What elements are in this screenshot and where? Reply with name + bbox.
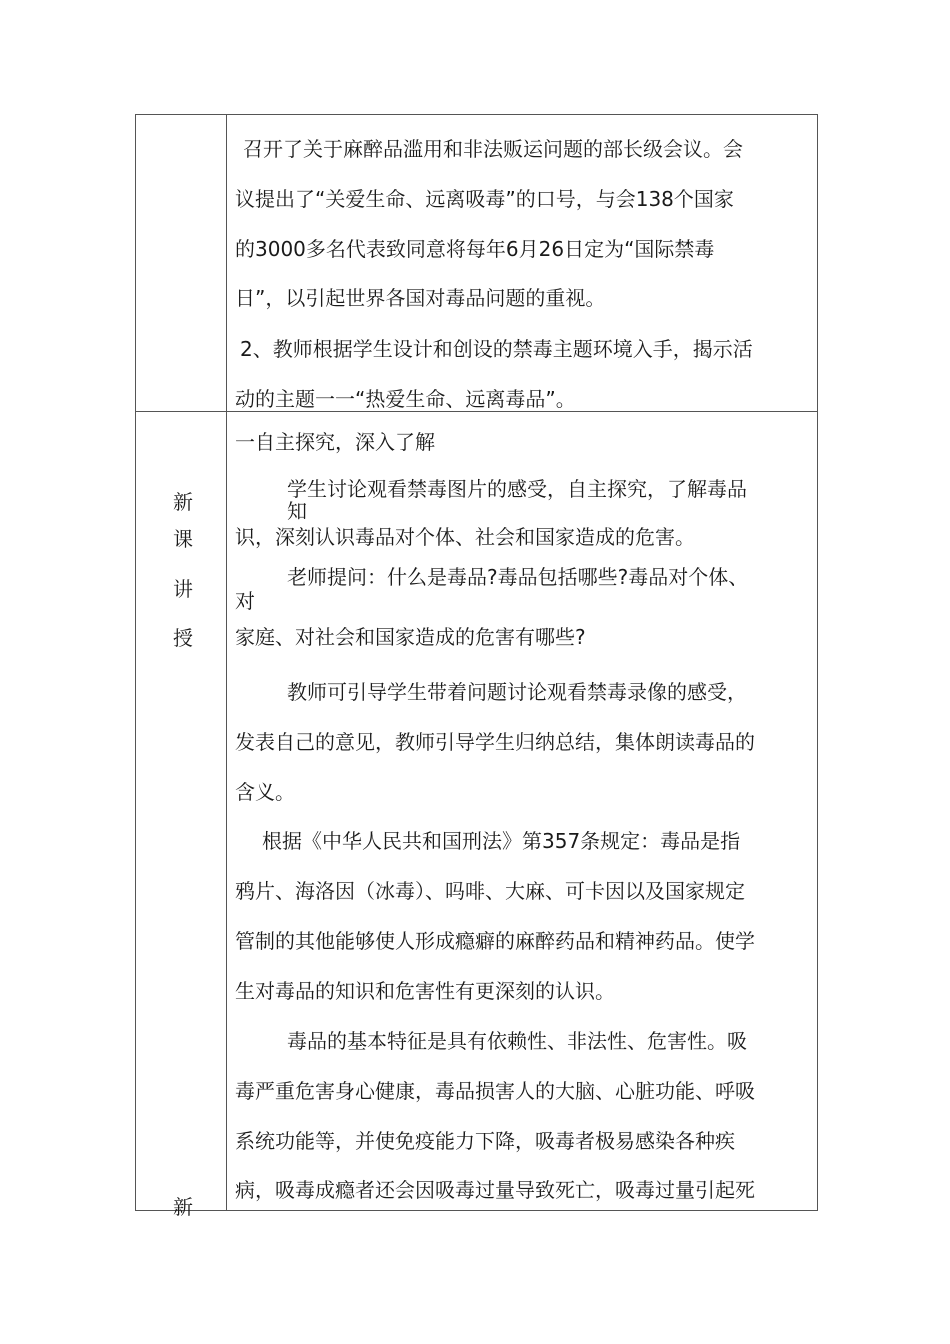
lesson-plan-table [135,114,818,1219]
text-line: 议提出了“关爱生命、远离吸毒”的口号，与会138个国家 [235,187,734,211]
section-label-char: 课 [173,527,193,551]
text-line: 召开了关于麻醉品滥用和非法贩运问题的部长级会议。会 [243,137,743,161]
text-line: 动的主题一一“热爱生命、远离毒品”。 [235,387,576,411]
text-line-cut-content: 知 [287,499,307,523]
text-line: 含义。 [235,780,295,804]
section-label-char: 讲 [173,577,193,601]
text-line: 日”，以引起世界各国对毒品问题的重视。 [235,286,606,310]
text-line: 系统功能等，并使免疫能力下降，吸毒者极易感染各种疾 [235,1129,735,1153]
section-label-char-bottom: 新 [173,1195,193,1219]
section-label-char: 新 [173,490,193,514]
text-line: 发表自己的意见，教师引导学生归纳总结，集体朗读毒品的 [235,730,755,754]
text-line: 根据《中华人民共和国刑法》第357条规定：毒品是指 [262,829,741,853]
text-line: 识，深刻认识毒品对个体、社会和国家造成的危害。 [235,525,695,549]
column-divider [226,115,227,1210]
text-line: 教师可引导学生带着问题讨论观看禁毒录像的感受， [287,680,747,704]
text-line: 毒品的基本特征是具有依赖性、非法性、危害性。吸 [287,1029,747,1053]
text-line: 2、教师根据学生设计和创设的禁毒主题环境入手，揭示活 [240,337,753,361]
text-line-cut [287,499,317,523]
text-line: 对 [235,589,255,613]
text-line: 鸦片、海洛因（冰毒）、吗啡、大麻、可卡因以及国家规定 [235,879,745,903]
section-label-char: 授 [173,626,193,650]
text-line: 老师提问：什么是毒品?毒品包括哪些?毒品对个体、 [287,565,749,589]
text-line: 生对毒品的知识和危害性有更深刻的认识。 [235,979,615,1003]
text-line: 家庭、对社会和国家造成的危害有哪些? [235,625,586,649]
subheading: 一自主探究，深入了解 [235,430,435,454]
text-line: 学生讨论观看禁毒图片的感受，自主探究，了解毒品 [287,477,747,501]
text-line: 病，吸毒成瘾者还会因吸毒过量导致死亡，吸毒过量引起死 [235,1178,755,1202]
row-divider [136,411,817,412]
text-line: 的3000多名代表致同意将每年6月26日定为“国际禁毒 [235,237,715,261]
text-line: 管制的其他能够使人形成瘾癖的麻醉药品和精神药品。使学 [235,929,755,953]
text-line: 毒严重危害身心健康，毒品损害人的大脑、心脏功能、呼吸 [235,1079,755,1103]
